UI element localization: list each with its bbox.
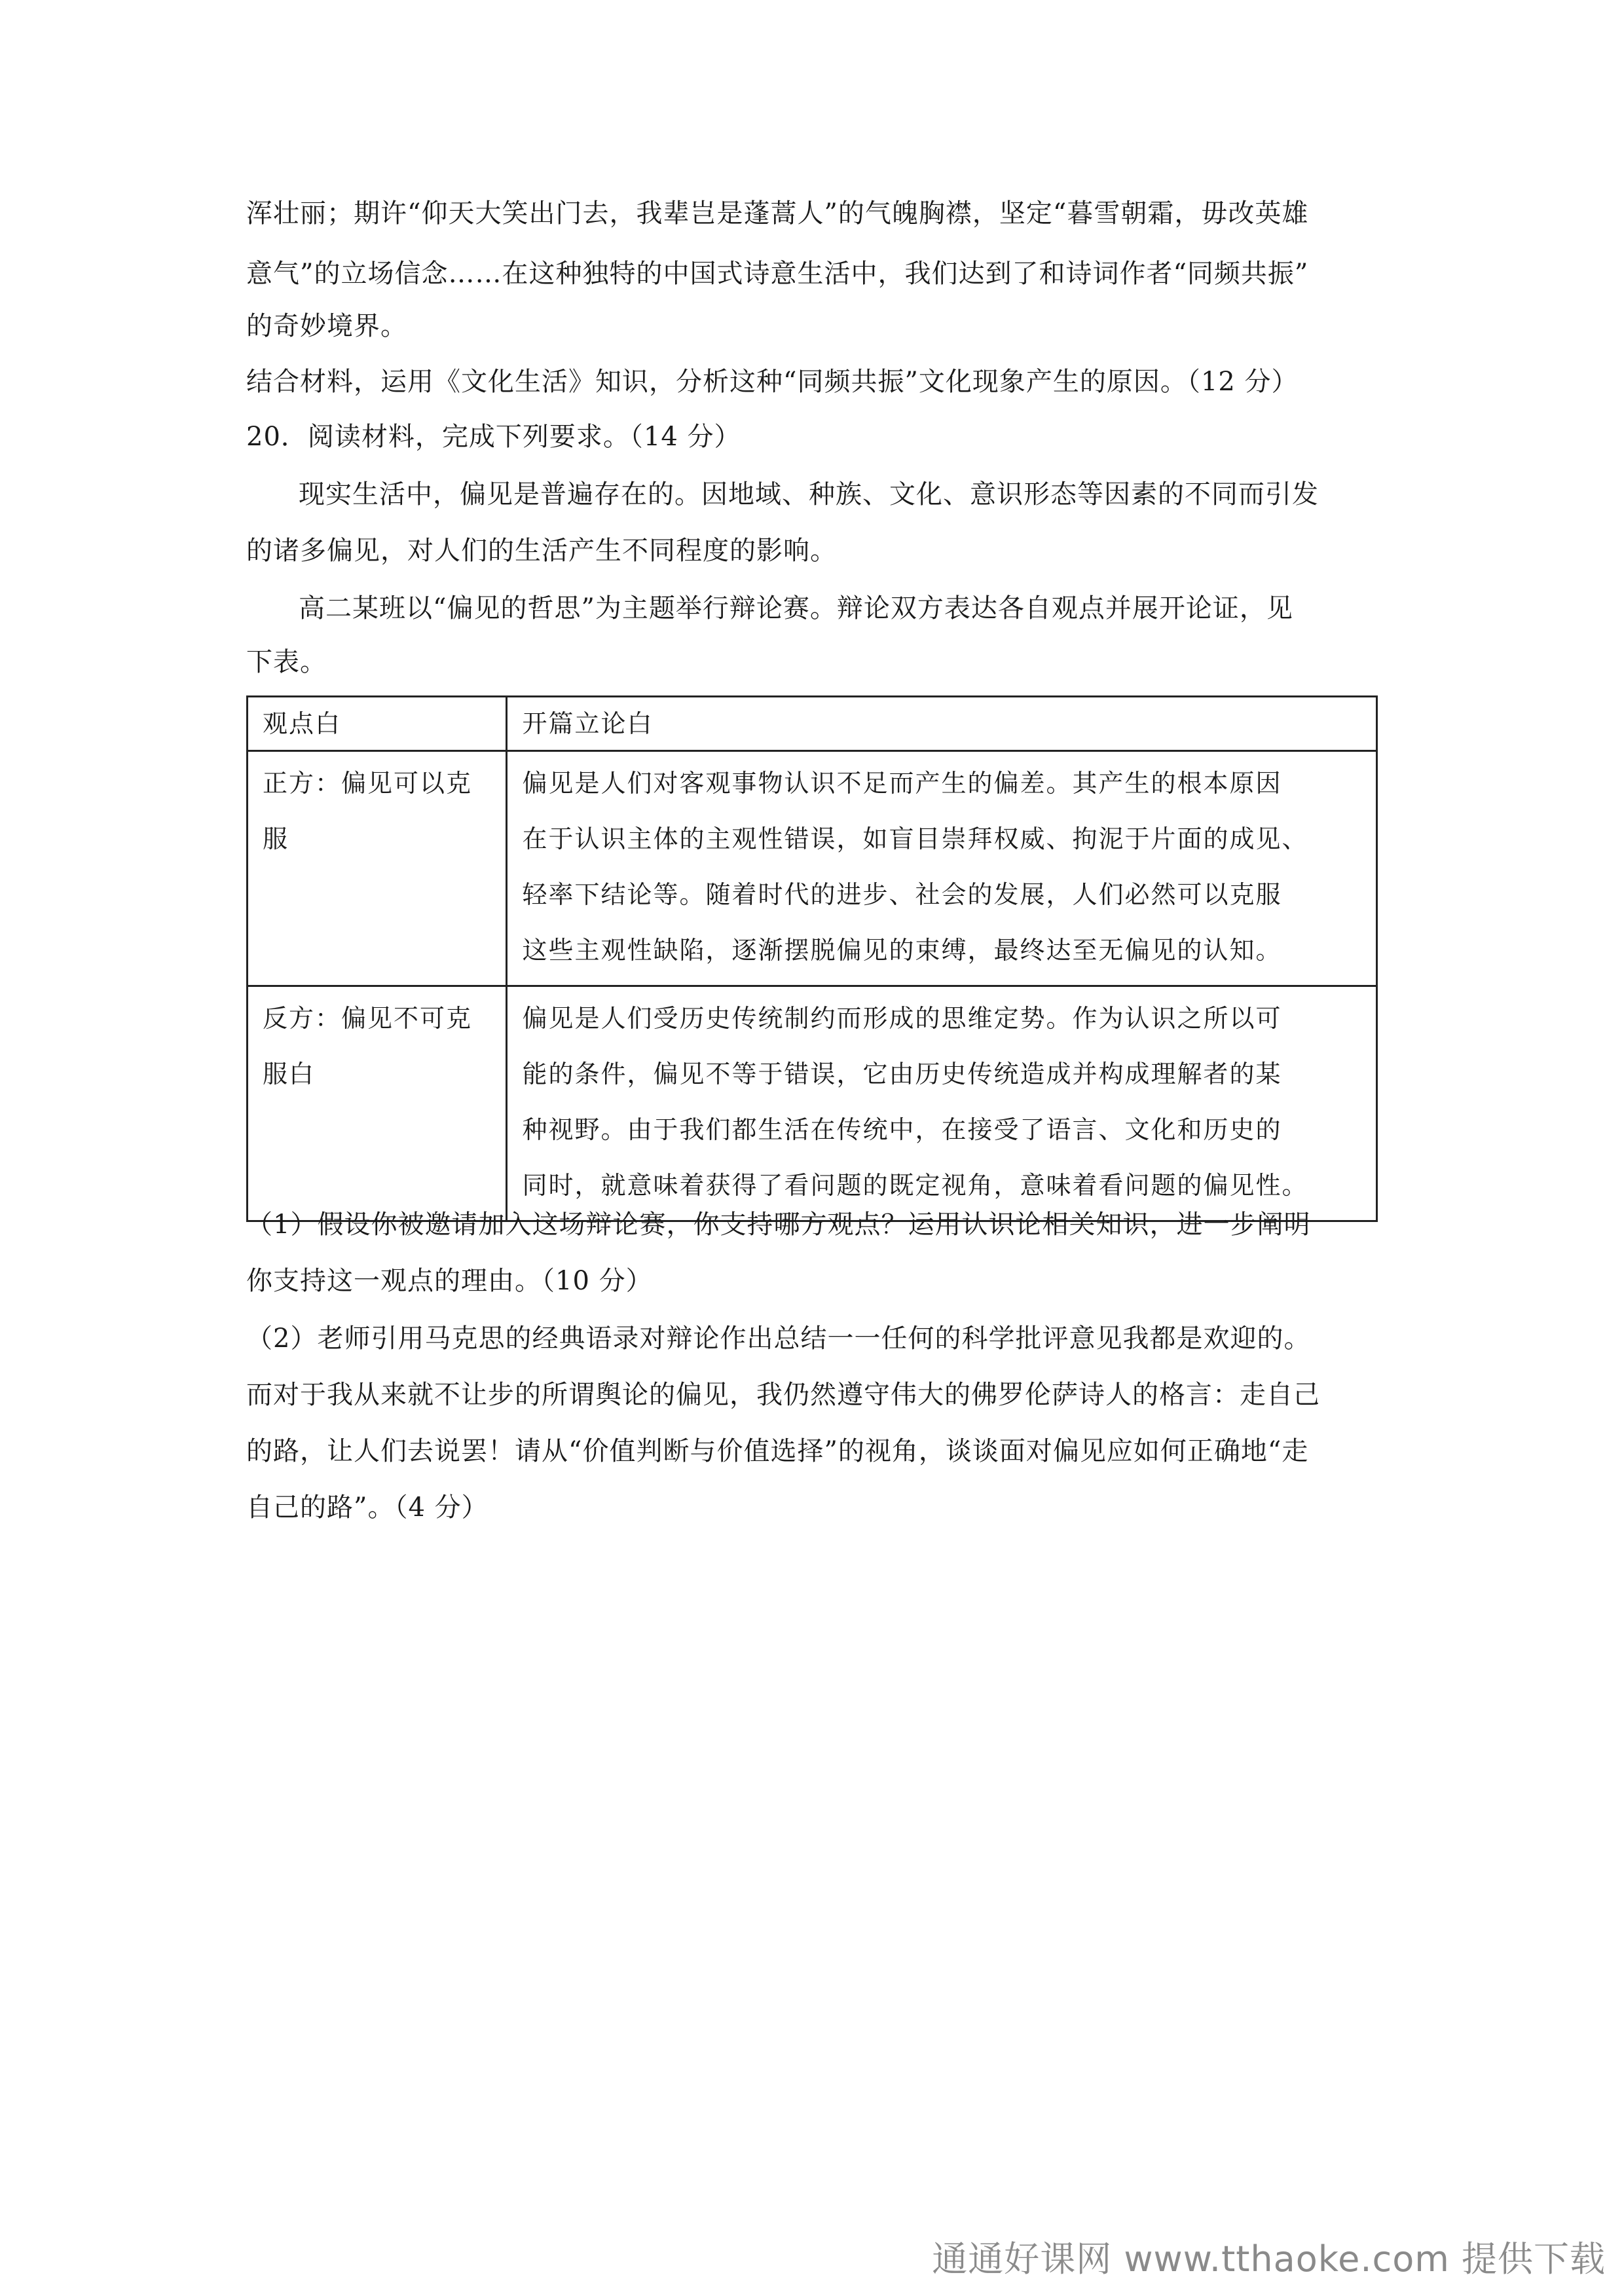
debate-table <box>246 695 1378 1222</box>
sub1-line-2: 你支持这一观点的理由。（10 分） <box>246 1266 653 1296</box>
affirmative-argument: 偏见是人们对客观事物认识不足而产生的偏差。其产生的根本原因 在于认识主体的主观性错误，如盲目崇拜权威、拘泥于片面的成见、 轻率下结论等。随着时代的进步、社会的发展，人们必然可以克服 这些主观性缺陷，逐渐摆脱偏见的束缚，最终达至无偏见的认知。 <box>507 751 1377 986</box>
table-row-affirmative <box>248 751 1377 986</box>
table-header-row <box>248 697 1377 751</box>
q19-prompt: 结合材料，运用《文化生活》知识，分析这种“同频共振”文化现象产生的原因。（12 分） <box>246 367 1299 397</box>
intro-line-1: 浑壮丽；期许“仰天大笑出门去，我辈岂是蓬蒿人”的气魄胸襟，坚定“暮雪朝霜，毋改英雄 <box>246 198 1309 229</box>
intro-line-2: 意气”的立场信念……在这种独特的中国式诗意生活中，我们达到了和诗词作者“同频共振” <box>246 259 1309 289</box>
sub1-line-1: （1）假设你被邀请加入这场辩论赛，你支持哪方观点？运用认识论相关知识，进一步阐明 <box>246 1210 1311 1240</box>
q20-para2-line-1: 高二某班以“偏见的哲思”为主题举行辩论赛。辩论双方表达各自观点并展开论证，见 <box>299 593 1293 623</box>
watermark-text: 通通好课网 www.tthaoke.com 提供下载 <box>932 2238 1606 2280</box>
table-row-negative <box>248 986 1377 1221</box>
negative-argument: 偏见是人们受历史传统制约而形成的思维定势。作为认识之所以可 能的条件，偏见不等于错误，它由历史传统造成并构成理解者的某 种视野。由于我们都生活在传统中，在接受了语言、文化和历史的 同时，就意味着获得了看问题的既定视角，意味着看问题的偏见性。 <box>507 986 1377 1221</box>
header-argument: 开篇立论白 <box>507 697 1377 751</box>
q20-para2-line-2: 下表。 <box>246 647 327 677</box>
negative-viewpoint: 反方：偏见不可克 服白 <box>248 986 507 1221</box>
q20-para1-line-2: 的诸多偏见，对人们的生活产生不同程度的影响。 <box>246 536 837 566</box>
sub2-line-3: 的路，让人们去说罢！请从“价值判断与价值选择”的视角，谈谈面对偏见应如何正确地“走 <box>246 1436 1309 1466</box>
header-viewpoint: 观点白 <box>248 697 507 751</box>
affirmative-viewpoint: 正方：偏见可以克 服 <box>248 751 507 986</box>
q20-para1-line-1: 现实生活中，偏见是普遍存在的。因地域、种族、文化、意识形态等因素的不同而引发 <box>299 479 1319 509</box>
q20-heading: 20．阅读材料，完成下列要求。（14 分） <box>246 422 741 452</box>
sub2-line-4: 自己的路”。（4 分） <box>246 1492 489 1523</box>
sub2-line-1: （2）老师引用马克思的经典语录对辩论作出总结一一任何的科学批评意见我都是欢迎的。 <box>246 1324 1311 1354</box>
intro-line-3: 的奇妙境界。 <box>246 311 407 341</box>
sub2-line-2: 而对于我从来就不让步的所谓舆论的偏见，我仍然遵守伟大的佛罗伦萨诗人的格言：走自己 <box>246 1380 1320 1410</box>
